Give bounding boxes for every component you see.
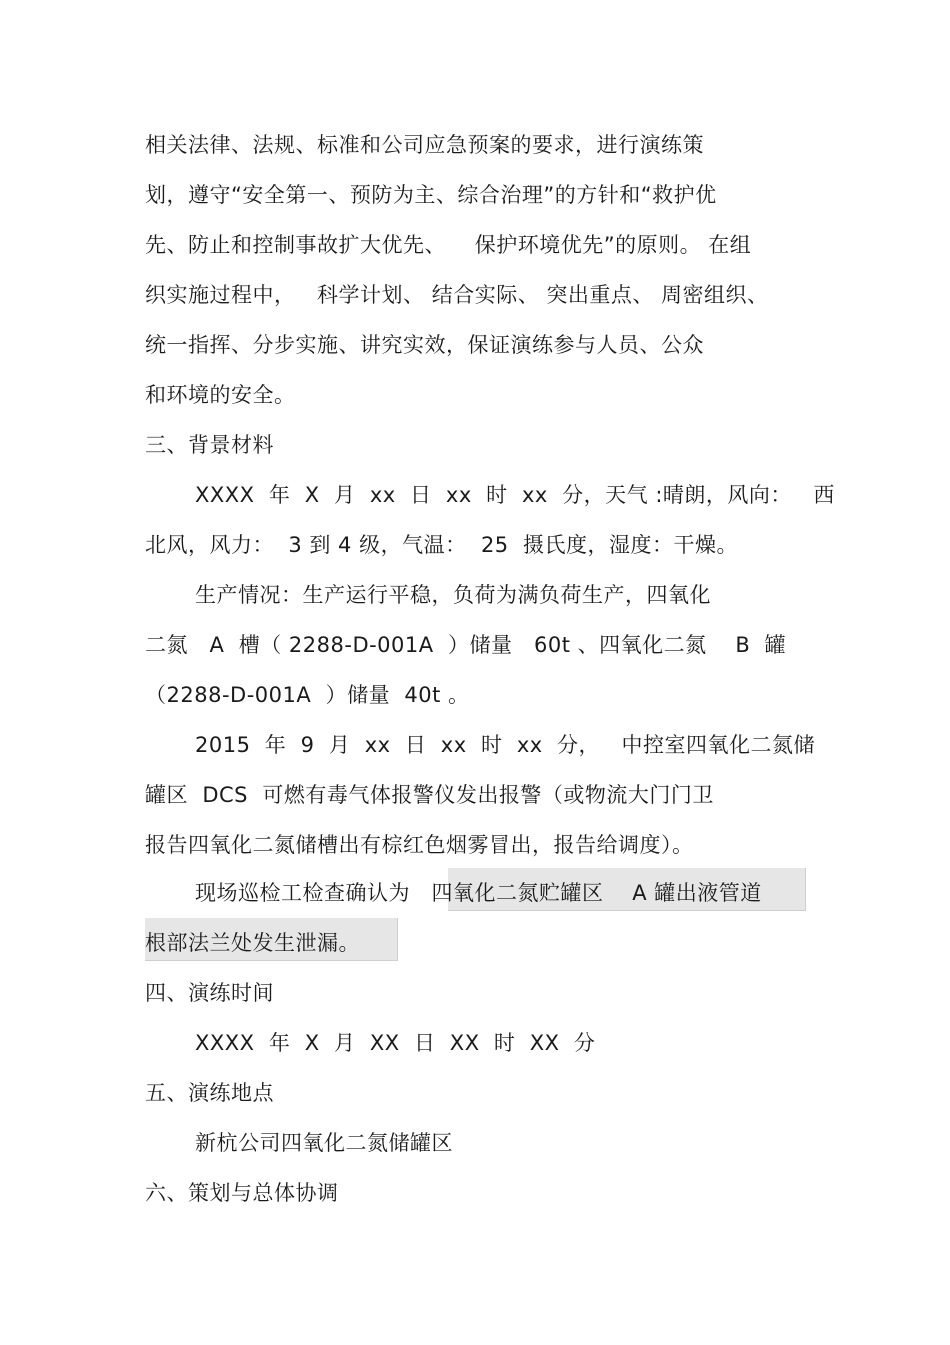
event-line-2: 罐区 DCS 可燃有毒气体报警仪发出报警（或物流大门门卫 <box>145 783 714 807</box>
production-line-1: 生产情况：生产运行平稳，负荷为满负荷生产，四氧化 <box>195 583 711 607</box>
principles-line-2: 划，遵守“安全第一、预防为主、综合治理”的方针和“救护优 <box>145 183 717 207</box>
principles-line-4: 织实施过程中， 科学计划、 结合实际、 突出重点、 周密组织、 <box>145 283 769 307</box>
section-5-heading: 五、演练地点 <box>145 1081 274 1105</box>
principles-line-3: 先、防止和控制事故扩大优先、 保护环境优先”的原则。 在组 <box>145 233 752 257</box>
event-line-3: 报告四氧化二氮储槽出有棕红色烟雾冒出，报告给调度）。 <box>145 833 694 857</box>
inspection-highlight-1: 四氧化二氮贮罐区 A 罐出液管道 <box>431 881 762 905</box>
production-line-3: （2288-D-001A ）储量 40t 。 <box>145 683 470 707</box>
drill-time: XXXX 年 X 月 XX 日 XX 时 XX 分 <box>195 1031 596 1055</box>
inspection-line-1 <box>195 878 762 908</box>
section-6-heading: 六、策划与总体协调 <box>145 1181 339 1205</box>
weather-line-1: XXXX 年 X 月 xx 日 xx 时 xx 分，天气 :晴朗，风向： 西 <box>195 483 835 507</box>
inspection-prefix: 现场巡检工检查确认为 <box>195 881 432 905</box>
inspection-highlight-2: 根部法兰处发生泄漏。 <box>145 931 360 955</box>
principles-line-5: 统一指挥、分步实施、讲究实效，保证演练参与人员、公众 <box>145 333 704 357</box>
production-line-2: 二氮 A 槽（ 2288-D-001A ）储量 60t 、四氧化二氮 B 罐 <box>145 633 787 657</box>
principles-line-6: 和环境的安全。 <box>145 383 296 407</box>
drill-location: 新杭公司四氧化二氮储罐区 <box>195 1131 453 1155</box>
section-3-heading: 三、背景材料 <box>145 433 274 457</box>
principles-line-1: 相关法律、法规、标准和公司应急预案的要求，进行演练策 <box>145 133 704 157</box>
weather-line-2: 北风，风力： 3 到 4 级，气温： 25 摄氏度，湿度：干燥。 <box>145 533 739 557</box>
event-line-1: 2015 年 9 月 xx 日 xx 时 xx 分， 中控室四氧化二氮储 <box>195 733 816 757</box>
section-4-heading: 四、演练时间 <box>145 981 274 1005</box>
